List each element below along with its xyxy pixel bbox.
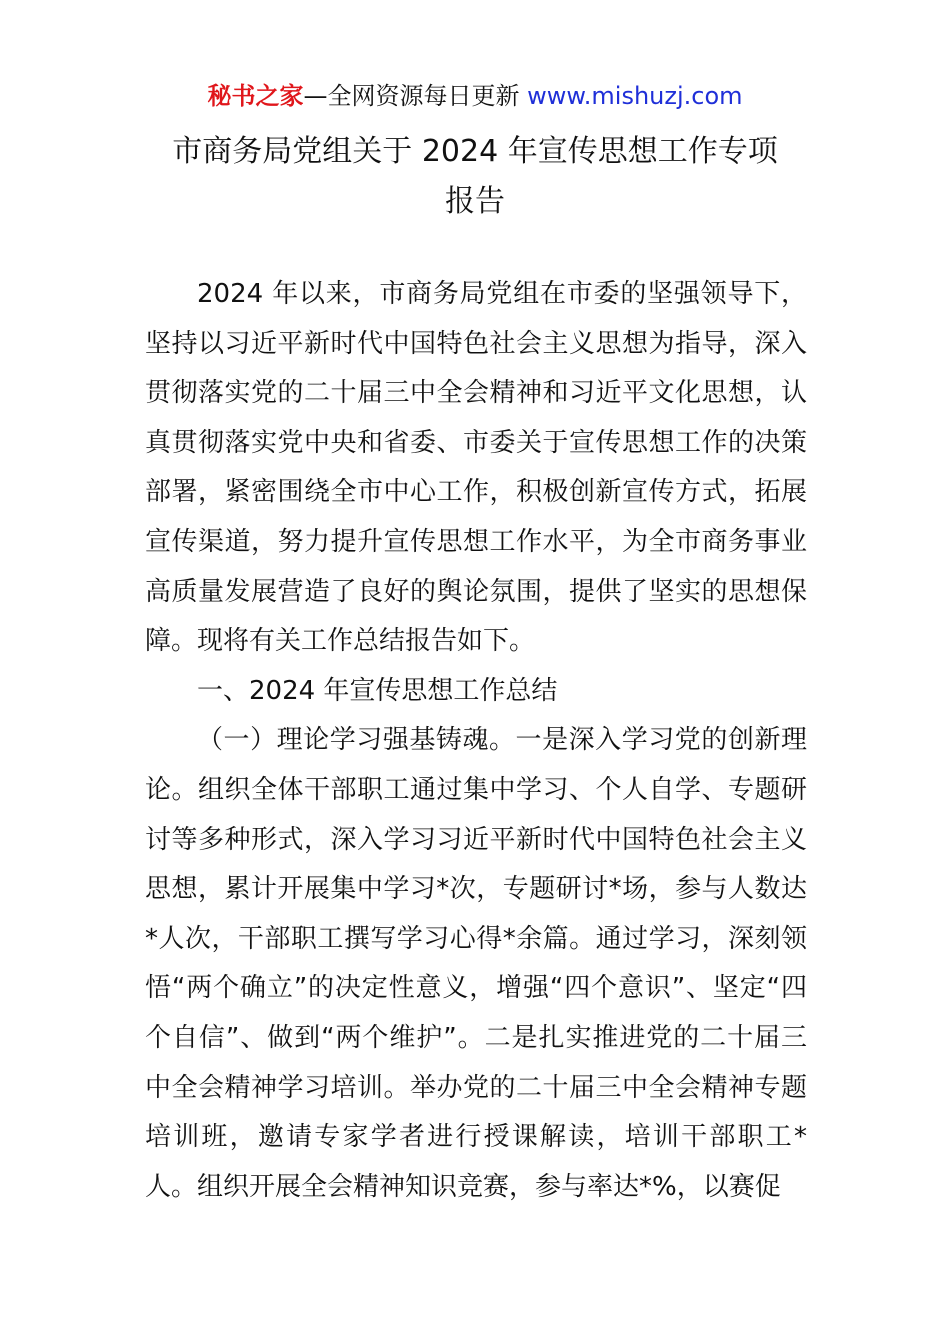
body-paragraph: （一）理论学习强基铸魂。一是深入学习党的创新理论。组织全体干部职工通过集中学习、个人自学、专题研讨等多种形式，深入学习习近平新时代中国特色社会主义思想，累计开展集中学习*次，专题研讨*场，参与人数达*人次，干部职工撰写学习心得*余篇。通过学习，深刻领悟“两个确立”的决定性意义，增强“四个意识”、坚定“四个自信”、做到“两个维护”。二是扎实推进党的二十届三中全会精神学习培训。举办党的二十届三中全会精神专题培训班，邀请专家学者进行授课解读，培训干部职工*人。组织开展全会精神知识竞赛，参与率达*%，以赛促 — [145, 725, 807, 1202]
document-body — [145, 270, 807, 1212]
title-line-1: 市商务局党组关于 2024 年宣传思想工作专项 — [172, 134, 778, 169]
header-tagline: —全网资源每日更新 — [303, 82, 528, 110]
document-title — [0, 127, 950, 227]
brand-name: 秘书之家 — [207, 82, 304, 110]
site-header — [0, 80, 950, 112]
site-url[interactable]: www.mishuzj.com — [527, 82, 743, 110]
title-line-2: 报告 — [445, 184, 505, 219]
intro-paragraph: 2024 年以来，市商务局党组在市委的坚强领导下，坚持以习近平新时代中国特色社会主义思想为指导，深入贯彻落实党的二十届三中全会精神和习近平文化思想，认真贯彻落实党中央和省委、市委关于宣传思想工作的决策部署，紧密围绕全市中心工作，积极创新宣传方式，拓展宣传渠道，努力提升宣传思想工作水平，为全市商务事业高质量发展营造了良好的舆论氛围，提供了坚实的思想保障。现将有关工作总结报告如下。 — [145, 279, 807, 657]
section-heading: 一、2024 年宣传思想工作总结 — [197, 675, 558, 706]
